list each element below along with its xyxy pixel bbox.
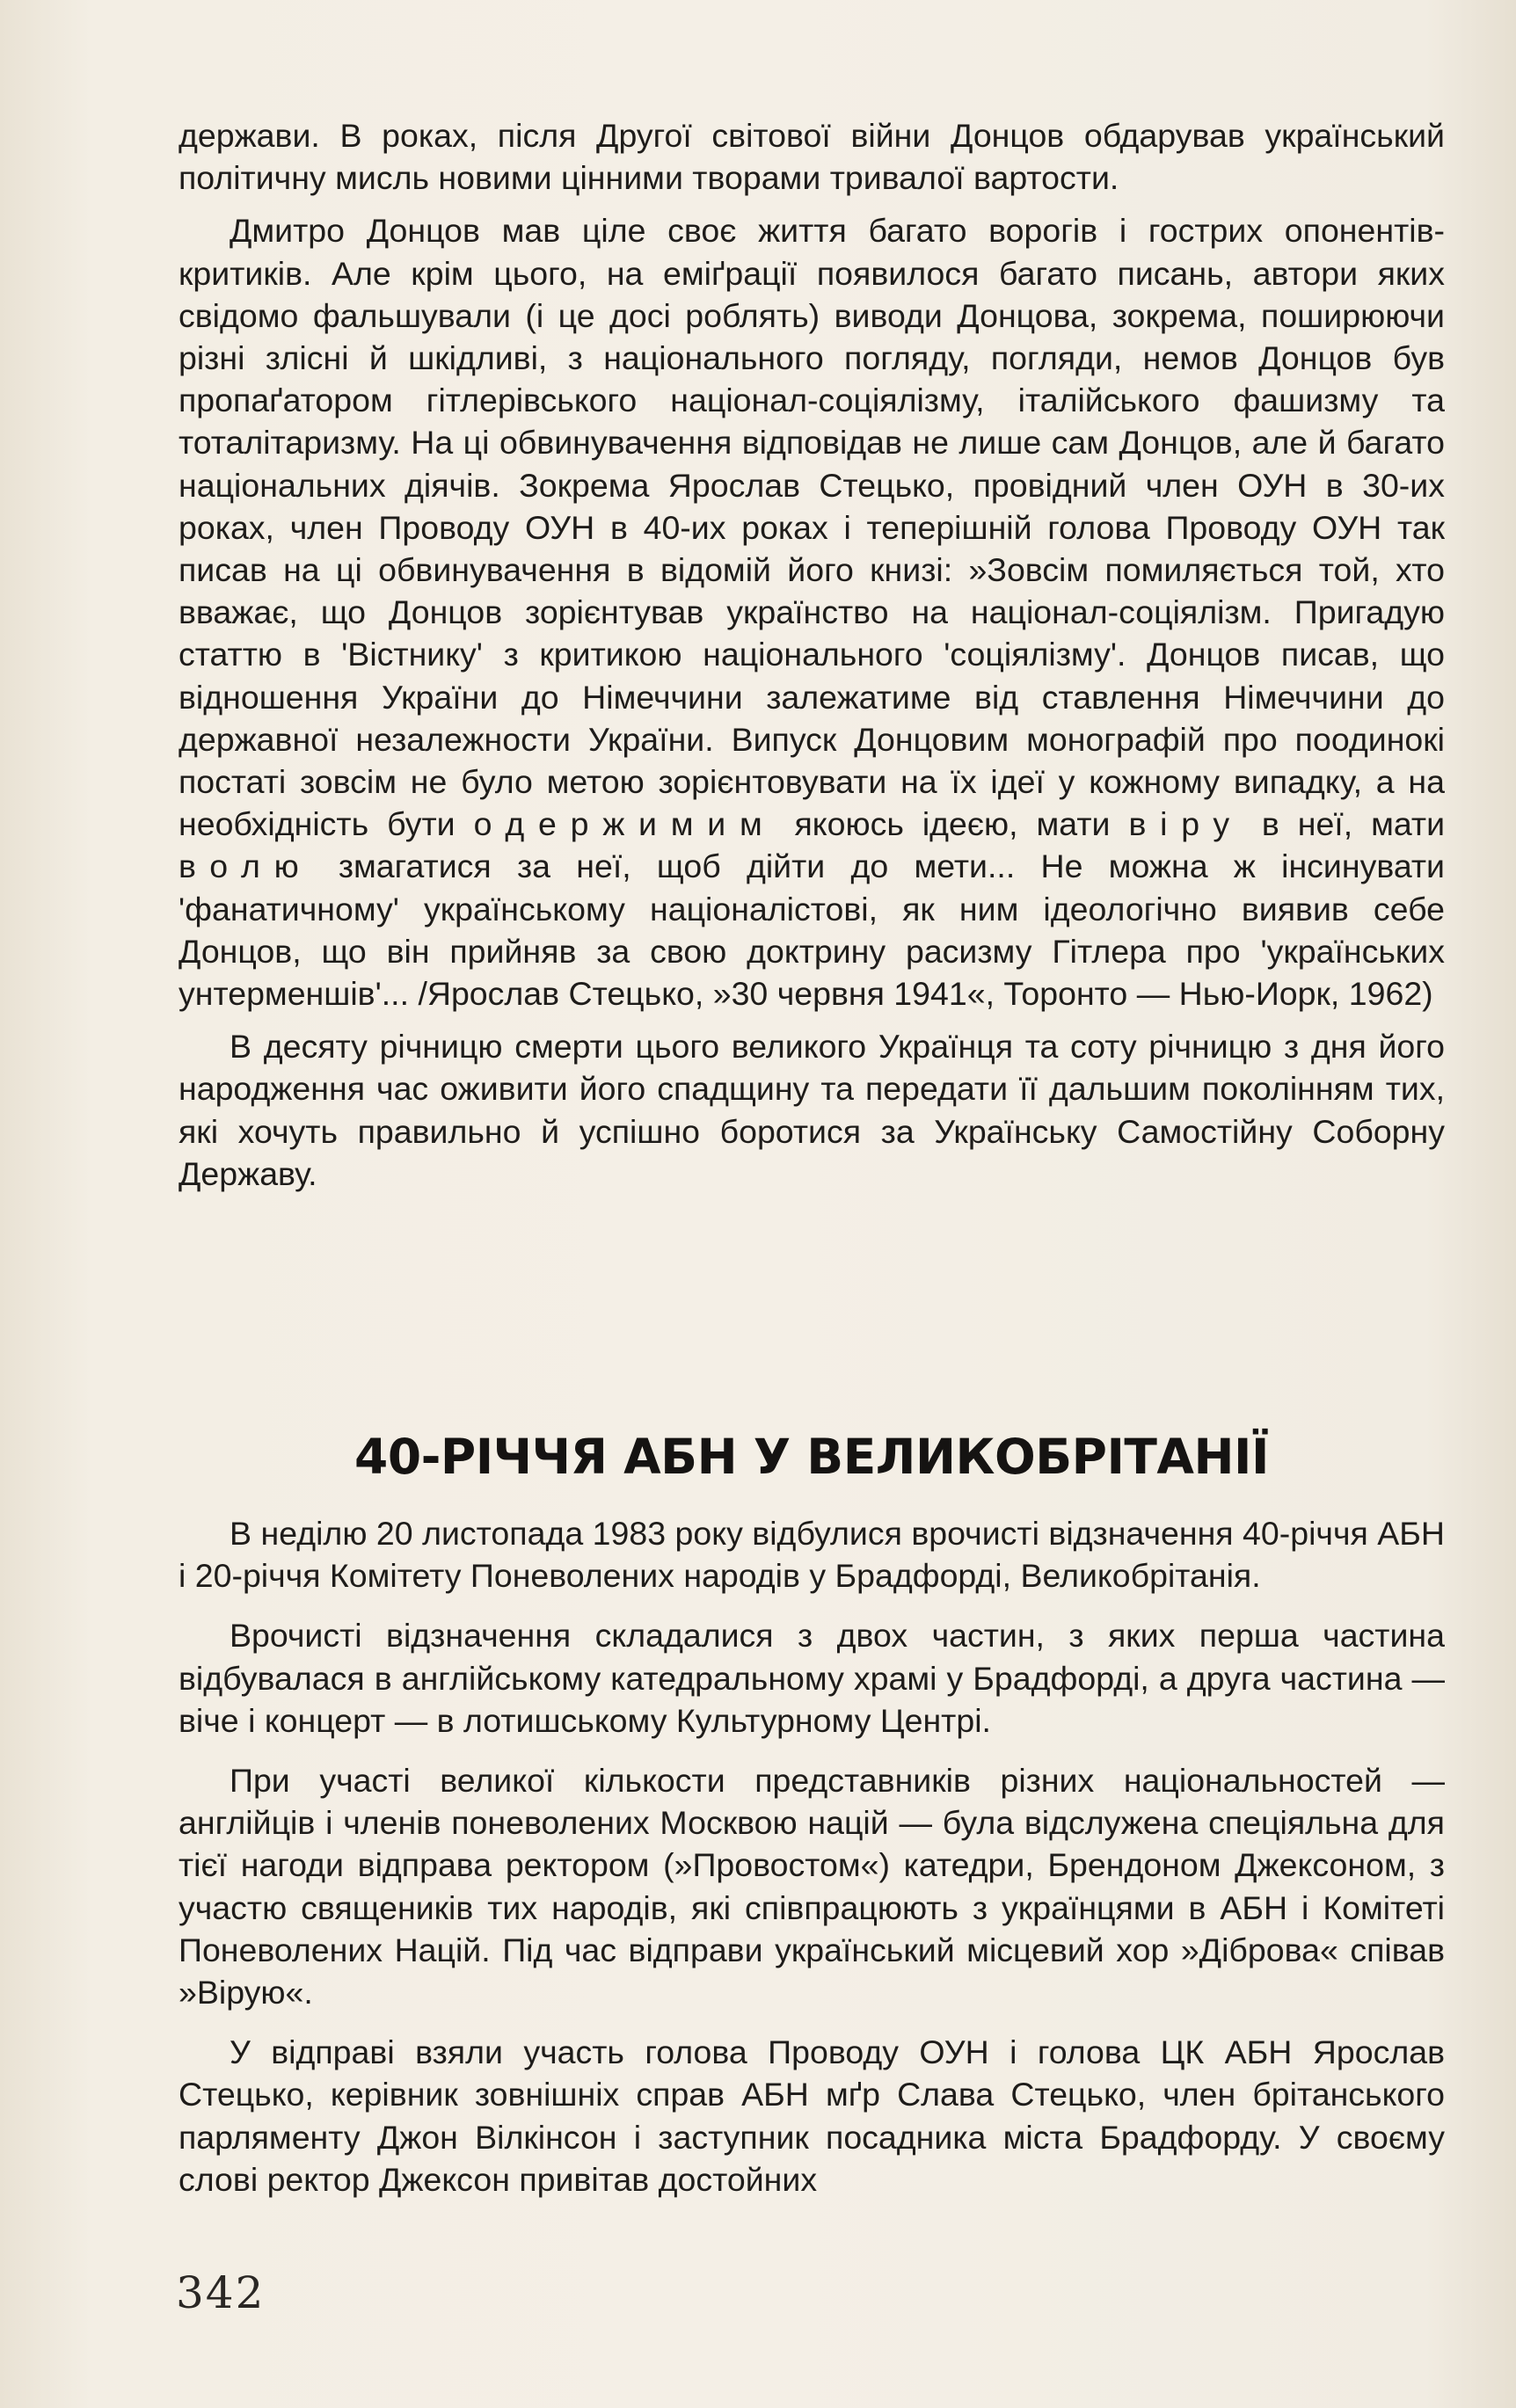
- article-abn-anniversary: [179, 1512, 1445, 2218]
- article-title: 40-РІЧЧЯ АБН У ВЕЛИКОБРІТАНІЇ: [354, 1429, 1269, 1485]
- emphasized-word: волю: [179, 848, 313, 885]
- paragraph-text: змагатися за неї, щоб дійти до мети... Не можна ж інсинувати 'фанатичному' українському націоналістові, як ним ідеологічно виявив себе Донцов, що він прийняв за свою доктрину расизму Гітлера про 'українських унтерменшів'... /Ярослав Стецько, »30 червня 1941«, Торонто — Нью-Иорк, 1962): [179, 848, 1445, 1013]
- paragraph-text: Дмитро Донцов мав ціле своє життя багато ворогів і гострих опонентів-критиків. Але крім цього, на еміґрації появилося багато писань, автори яких свідомо фальшували (і це досі роблять) виводи Донцова, зокрема, поширюючи різні злісні й шкідливі, з національного погляду, погляди, немов Донцов був пропаґатором гітлерівського націонал-соціялізму, італійського фашизму та тоталітаризму. На ці обвинувачення відповідав не лише сам Донцов, але й багато національних діячів. Зокрема Ярослав Стецько, провідний член ОУН в 30-их роках, член Проводу ОУН в 40-их роках і теперішній голова Проводу ОУН так писав на ці обвинувачення в відомій його книзі: »Зовсім помиляється той, хто вважає, що Донцов зорієнтував українство на націонал-соціялізм. Пригадую статтю в 'Вістнику' з критикою національного 'соціялізму'. Донцов писав, що відношення України до Німеччини залежатиме від ставлення Німеччини до державної незалежности України. Випуск Донцовим монографій про поодинокі постаті зовсім не було метою зорієнтовувати на їх ідеї у кожному випадку, а на необхідність бути: [179, 212, 1445, 843]
- paragraph: В неділю 20 листопада 1983 року відбулися врочисті відзначення 40-річчя АБН і 20-річчя Комітету Поневолених народів у Брадфорді, Великобрітанія.: [179, 1515, 1445, 1595]
- paragraph: При участі великої кількости представників різних національностей — англійців і членів поневолених Москвою націй — була відслужена спеціяльна для тієї нагоди відправа ректором (»Провостом«) катедри, Брендоном Джексоном, з участю священиків тих народів, які співпрацюють з українцями в АБН і Комітеті Поневолених Націй. Під час відправи український місцевий хор »Діброва« співав »Вірую«.: [179, 1762, 1445, 2012]
- article-donzov-continuation: [179, 114, 1445, 1205]
- paragraph: [179, 209, 1445, 1015]
- page-number: 342: [176, 2267, 266, 2318]
- paragraph-text: якоюсь ідеєю, мати: [794, 805, 1111, 843]
- emphasized-word: віру: [1128, 805, 1243, 843]
- paragraph: Врочисті відзначення складалися з двох частин, з яких перша частина відбувалася в англійському катедральному храмі у Брадфорді, а друга частина — віче і концерт — в лотишському Культурному Центрі.: [179, 1617, 1445, 1739]
- emphasized-word: одержимим: [473, 805, 776, 843]
- paragraph: В десяту річницю смерти цього великого Українця та соту річницю з дня його народження час оживити його спадщину та передати її дальшим поколінням тих, які хочуть правильно й успішно боротися за Українську Самостійну Соборну Державу.: [179, 1028, 1445, 1192]
- paragraph-text: в неї, мати: [1261, 805, 1446, 843]
- paragraph: держави. В роках, після Другої світової війни Донцов обдарував український політичну мисль новими цінними творами тривалої вартости.: [179, 117, 1445, 197]
- paragraph: У відправі взяли участь голова Проводу ОУН і голова ЦК АБН Ярослав Стецько, керівник зовнішніх справ АБН мґр Слава Стецько, член брітанського парляменту Джон Вілкінсон і заступник посадника міста Брадфорду. У своєму слові ректор Джексон привітав достойних: [179, 2033, 1445, 2198]
